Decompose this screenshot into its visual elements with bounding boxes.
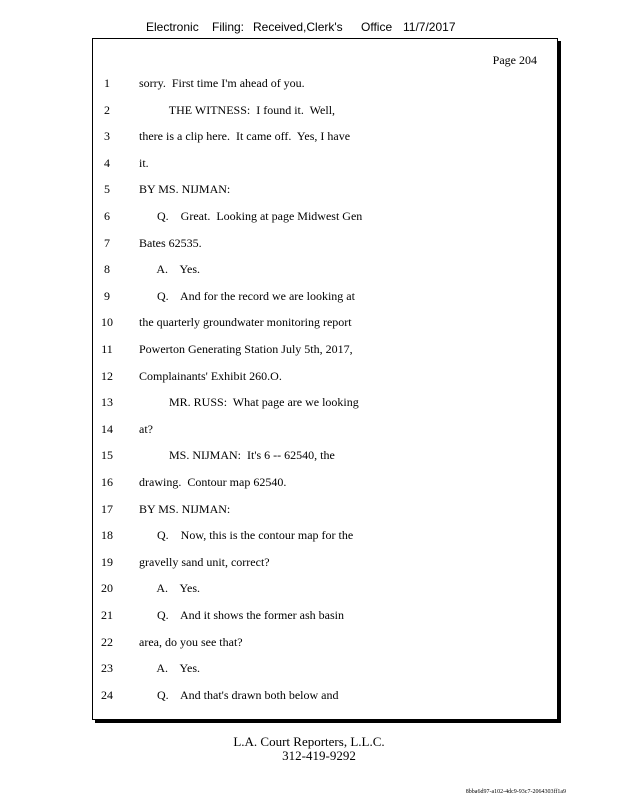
line-text: A. Yes. [139,262,201,276]
line-text: it. [139,156,149,170]
line-text: Q. And for the record we are looking at [139,289,355,303]
line-number: 19 [101,555,113,569]
line-text: Bates 62535. [139,236,202,250]
line-text: Q. Now, this is the contour map for the [139,528,354,542]
line-number: 3 [104,129,110,143]
line-number: 18 [101,528,113,542]
line-number: 1 [104,76,110,90]
line-text: A. Yes. [139,661,201,675]
line-number: 21 [101,608,113,622]
line-number: 6 [104,209,110,223]
line-text: sorry. First time I'm ahead of you. [139,76,305,90]
footer-phone: 312-419-9292 [282,748,356,763]
line-number: 2 [104,103,110,117]
line-text: the quarterly groundwater monitoring report [139,315,352,329]
line-text: MS. NIJMAN: It's 6 -- 62540, the [139,448,335,462]
footer-company: L.A. Court Reporters, L.L.C. [233,734,385,749]
line-number: 9 [104,289,110,303]
document-hash: 8bba6d97-a102-4dc9-93c7-2064303ff1a9 [465,789,566,795]
line-number: 11 [101,342,113,356]
line-number: 24 [101,688,113,702]
line-text: Q. Great. Looking at page Midwest Gen [139,209,363,223]
header-electronic: Electronic [146,20,199,34]
line-number: 20 [101,581,113,595]
header-date: 11/7/2017 [403,20,456,34]
line-text: MR. RUSS: What page are we looking [139,395,359,409]
line-number: 23 [101,661,113,675]
line-text: Q. And it shows the former ash basin [139,608,344,622]
header-filing: Filing: [212,20,245,34]
line-number: 8 [104,262,110,276]
line-number: 5 [104,182,110,196]
line-text: BY MS. NIJMAN: [139,182,231,196]
line-text: area, do you see that? [139,635,243,649]
transcript-page [92,38,558,720]
line-number: 16 [101,475,113,489]
line-number: 17 [101,502,113,516]
page-number: Page 204 [492,53,537,67]
line-text: A. Yes. [139,581,201,595]
header-office: Office [361,20,393,34]
line-text: drawing. Contour map 62540. [139,475,287,489]
line-number: 14 [101,422,113,436]
line-text: BY MS. NIJMAN: [139,502,231,516]
line-number: 22 [101,635,113,649]
header-received: Received,Clerk's [253,20,343,34]
line-text: Q. And that's drawn both below and [139,688,339,702]
line-number: 15 [101,448,113,462]
line-text: gravelly sand unit, correct? [139,555,270,569]
line-number: 7 [104,236,110,250]
line-number: 10 [101,315,113,329]
line-text: Complainants' Exhibit 260.O. [139,369,282,383]
line-text: Powerton Generating Station July 5th, 2017, [139,342,353,356]
line-text: at? [139,422,153,436]
line-text: there is a clip here. It came off. Yes, I have [139,129,351,143]
line-text: THE WITNESS: I found it. Well, [139,103,336,117]
filing-header [0,20,618,38]
line-number: 4 [104,156,110,170]
line-number: 13 [101,395,113,409]
line-number: 12 [101,369,113,383]
